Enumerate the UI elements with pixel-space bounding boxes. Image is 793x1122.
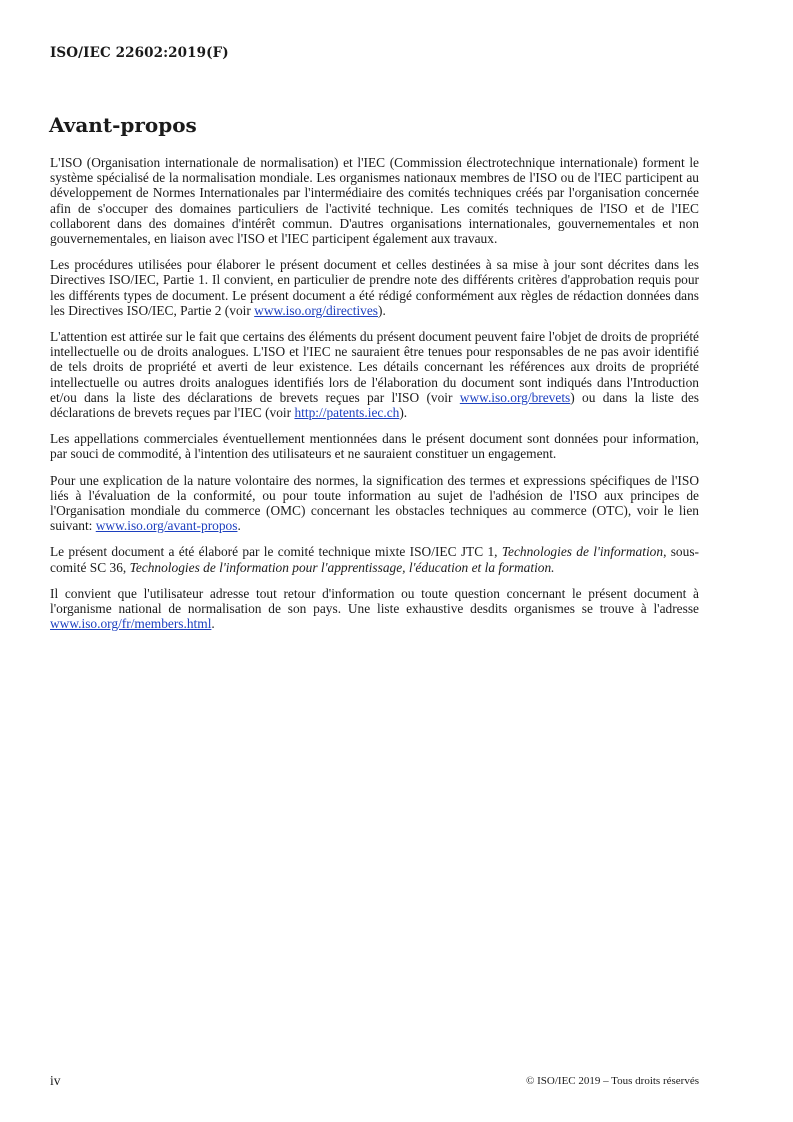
paragraph-6 — [50, 544, 699, 574]
paragraph-7-text: Il convient que l'utilisateur adresse tout retour d'information ou toute question concernant le présent document à l'organisme national de normalisation de son pays. Une liste exhaustive desdits organismes se trouve à l'adresse — [50, 585, 699, 617]
paragraph-4: Les appellations commerciales éventuellement mentionnées dans le présent document sont données pour information, par souci de commodité, à l'intention des utilisateurs et ne sauraient constituer un engagement. — [50, 431, 699, 462]
paragraph-2-end: ). — [378, 302, 386, 318]
paragraph-3-mid: ) ou dans la liste des déclarations de brevets reçues par l'IEC (voir — [50, 389, 699, 421]
paragraph-5-text: Pour une explication de la nature volontaire des normes, la signification des termes et expressions spécifiques de l'ISO liés à l'évaluation de la conformité, ou pour toute information au sujet de l'adhésion de l'ISO aux principes de l'Organisation mondiale du commerce (OMC) concernant les obstacles techniques au commerce (OTC), voir le lien suivant: — [50, 472, 699, 534]
page-title: Avant-propos — [49, 113, 197, 137]
paragraph-7 — [50, 586, 699, 632]
directives-link[interactable]: www.iso.org/directives — [254, 302, 379, 318]
paragraph-3 — [50, 329, 699, 420]
paragraph-6-mid: , sous-comité SC 36, — [50, 544, 699, 575]
document-body — [50, 155, 699, 642]
paragraph-6-text: Le présent document a été élaboré par le comité technique mixte ISO/IEC JTC 1, — [50, 544, 502, 560]
paragraph-5-end: . — [237, 518, 241, 534]
document-id-header: ISO/IEC 22602:2019(F) — [50, 45, 229, 61]
paragraph-2-text: Les procédures utilisées pour élaborer le présent document et celles destinées à sa mise à jour sont décrites dans les Directives ISO/IEC, Partie 1. Il convient, en particulier de prendre note des différents critères d'approbation requis pour les différents types de document. Le présent document a été rédigé conformément aux règles de rédaction données dans les Directives ISO/IEC, Partie 2 (voir — [50, 257, 699, 318]
paragraph-1: L'ISO (Organisation internationale de normalisation) et l'IEC (Commission électrotechnique internationale) forment le système spécialisé de la normalisation mondiale. Les organismes nationaux membres de l'ISO ou de l'IEC participent au développement de Normes Internationales par l'intermédiaire des comités techniques créés par l'organisation concernée afin de s'occuper des domaines particuliers de l'activité technique. Les comités techniques de l'ISO et de l'IEC collaborent dans des domaines d'intérêt commun. D'autres organisations internationales, gouvernementales et non gouvernementales, en liaison avec l'ISO et l'IEC participent également aux travaux. — [50, 155, 699, 247]
patents-iec-link[interactable]: http://patents.iec.ch — [294, 405, 400, 421]
paragraph-7-end: . — [211, 616, 215, 632]
brevets-link[interactable]: www.iso.org/brevets — [459, 389, 571, 405]
avant-propos-link[interactable]: www.iso.org/avant-propos — [95, 518, 238, 534]
page-number: iv — [50, 1073, 61, 1088]
copyright-notice: © ISO/IEC 2019 – Tous droits réservés — [526, 1075, 699, 1087]
paragraph-3-end: ). — [399, 405, 408, 421]
paragraph-3-text: L'attention est attirée sur le fait que certains des éléments du présent document peuvent faire l'objet de droits de propriété intellectuelle ou de droits analogues. L'ISO et l'IEC ne sauraient être tenues pour responsables de ne pas avoir identifié de tels droits de propriété et averti de leur existence. Les détails concernant les références aux droits de propriété intellectuelle ou autres droits analogues identifiés lors de l'élaboration du document sont indiqués dans l'Introduction et/ou dans la liste des déclarations de brevets reçues par l'ISO (voir — [50, 329, 699, 405]
paragraph-5 — [50, 473, 699, 534]
committee-title: Technologies de l'information — [501, 544, 664, 560]
paragraph-2 — [50, 257, 699, 318]
members-link[interactable]: www.iso.org/fr/members.html — [50, 616, 212, 632]
subcommittee-title: Technologies de l'information pour l'apprentissage, l'éducation et la formation. — [129, 559, 555, 575]
